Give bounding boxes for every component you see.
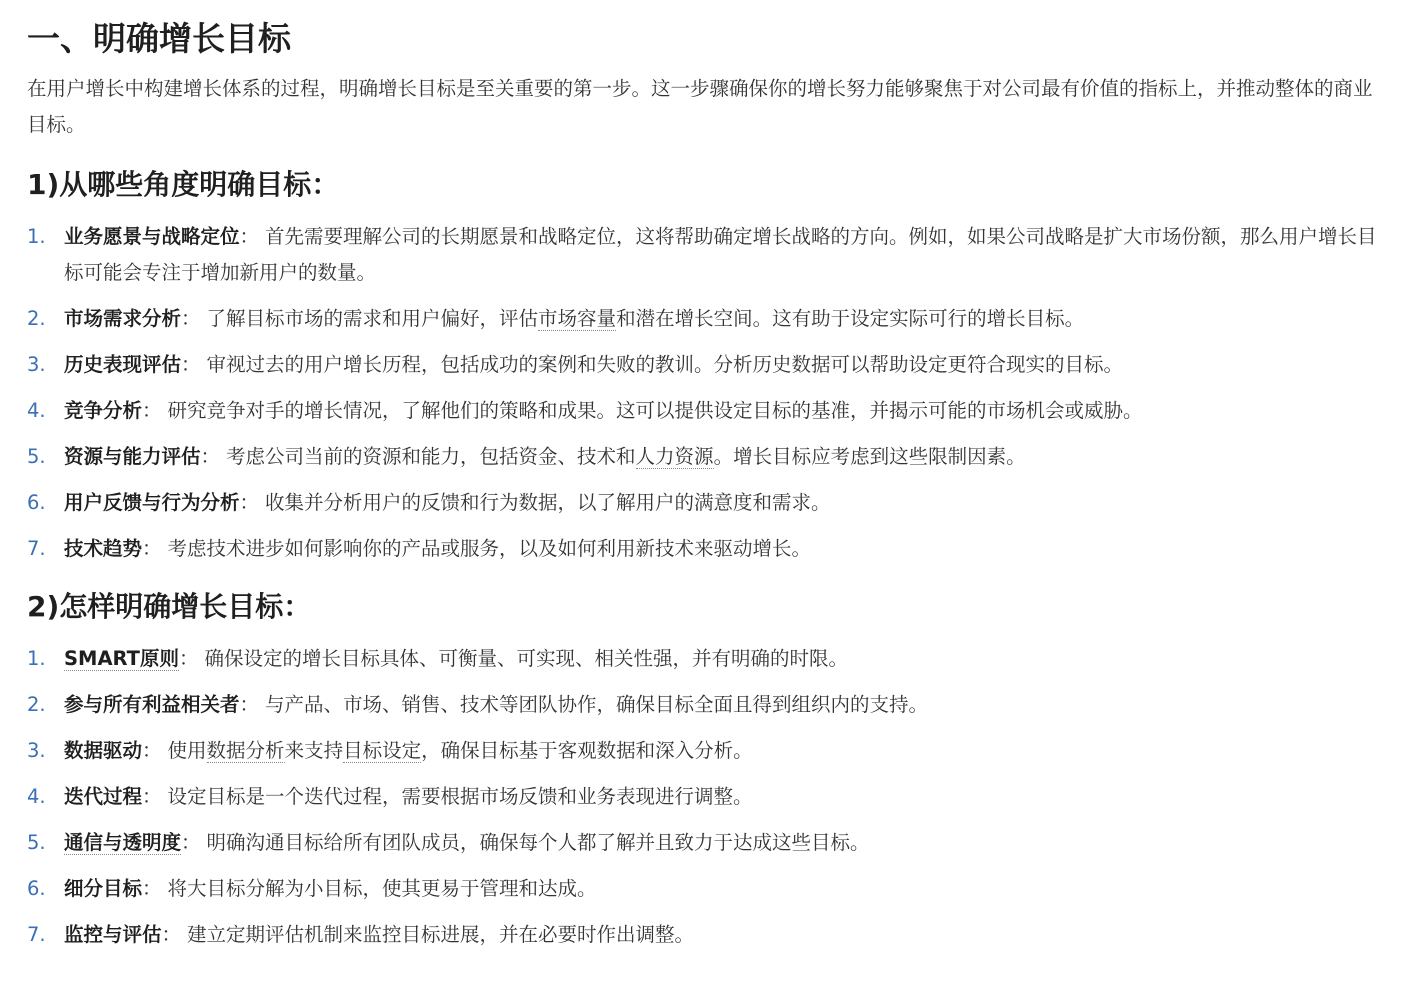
list-number: 6. — [27, 877, 46, 900]
term-link[interactable]: 人力资源 — [635, 445, 714, 468]
term-link[interactable]: 数据分析 — [206, 739, 285, 762]
list-text: 与产品、市场、销售、技术等团队协作，确保目标全面且得到组织内的支持。 — [265, 693, 929, 716]
how-to-list — [27, 641, 1389, 953]
term-link[interactable]: 市场容量 — [538, 307, 617, 330]
list-text: 将大目标分解为小目标，使其更易于管理和达成。 — [167, 877, 597, 900]
list-text: 首先需要理解公司的长期愿景和战略定位，这将帮助确定增长战略的方向。例如，如果公司战略是扩大市场份额，那么用户增长目标可能会专注于增加新用户的数量。 — [64, 225, 1377, 284]
list-text: 了解目标市场的需求和用户偏好，评估 — [206, 307, 539, 330]
intro-paragraph: 在用户增长中构建增长体系的过程，明确增长目标是至关重要的第一步。这一步骤确保你的增长努力能够聚焦于对公司最有价值的指标上，并推动整体的商业目标。 — [27, 77, 1373, 136]
list-item: 6. 细分目标： 将大目标分解为小目标，使其更易于管理和达成。 — [27, 871, 1389, 907]
list-text: 考虑技术进步如何影响你的产品或服务，以及如何利用新技术来驱动增长。 — [167, 537, 812, 560]
list-number: 5. — [27, 831, 46, 854]
list-text: 研究竞争对手的增长情况，了解他们的策略和成果。这可以提供设定目标的基准，并揭示可能的市场机会或威胁。 — [167, 399, 1143, 422]
list-term: 监控与评估 — [64, 923, 162, 946]
list-term: 资源与能力评估 — [64, 445, 201, 468]
list-text: ，确保目标基于客观数据和深入分析。 — [421, 739, 753, 762]
page-title: 一、明确增长目标 — [27, 19, 291, 58]
list-text: 来支持 — [284, 739, 344, 762]
list-term: 历史表现评估 — [64, 353, 182, 376]
list-text: 收集并分析用户的反馈和行为数据，以了解用户的满意度和需求。 — [265, 491, 831, 514]
list-term: 技术趋势 — [64, 537, 143, 560]
list-number: 1. — [27, 647, 46, 670]
list-term: 细分目标 — [64, 877, 143, 900]
list-number: 3. — [27, 739, 46, 762]
list-item: 4. 竞争分析： 研究竞争对手的增长情况，了解他们的策略和成果。这可以提供设定目标的基准，并揭示可能的市场机会或威胁。 — [27, 393, 1389, 429]
list-number: 2. — [27, 693, 46, 716]
list-text: 确保设定的增长目标具体、可衡量、可实现、相关性强，并有明确的时限。 — [204, 647, 849, 670]
list-item: 7. 监控与评估： 建立定期评估机制来监控目标进展，并在必要时作出调整。 — [27, 917, 1389, 953]
list-number: 5. — [27, 445, 46, 468]
section-heading-perspectives: 1)从哪些角度明确目标： — [27, 168, 340, 201]
list-item: 3. 历史表现评估： 审视过去的用户增长历程，包括成功的案例和失败的教训。分析历史数据可以帮助设定更符合现实的目标。 — [27, 347, 1389, 383]
list-number: 4. — [27, 399, 46, 422]
list-text: 使用 — [167, 739, 207, 762]
list-item: 2. 市场需求分析： 了解目标市场的需求和用户偏好，评估市场容量和潜在增长空间。这有助于设定实际可行的增长目标。 — [27, 301, 1389, 337]
section-heading-how-to: 2)怎样明确增长目标： — [27, 590, 312, 623]
perspectives-list — [27, 219, 1389, 567]
list-text: 明确沟通目标给所有团队成员，确保每个人都了解并且致力于达成这些目标。 — [206, 831, 870, 854]
list-text: 审视过去的用户增长历程，包括成功的案例和失败的教训。分析历史数据可以帮助设定更符合现实的目标。 — [206, 353, 1124, 376]
list-text: 建立定期评估机制来监控目标进展，并在必要时作出调整。 — [187, 923, 695, 946]
list-number: 7. — [27, 923, 46, 946]
list-term: 迭代过程 — [64, 785, 143, 808]
list-text: 和潜在增长空间。这有助于设定实际可行的增长目标。 — [616, 307, 1085, 330]
list-text: 设定目标是一个迭代过程，需要根据市场反馈和业务表现进行调整。 — [167, 785, 753, 808]
list-text: 。增长目标应考虑到这些限制因素。 — [713, 445, 1026, 468]
list-number: 2. — [27, 307, 46, 330]
list-term: 竞争分析 — [64, 399, 143, 422]
list-term[interactable]: SMART原则 — [64, 647, 179, 670]
list-term: 业务愿景与战略定位 — [64, 225, 240, 248]
list-item: 7. 技术趋势： 考虑技术进步如何影响你的产品或服务，以及如何利用新技术来驱动增长。 — [27, 531, 1389, 567]
list-number: 7. — [27, 537, 46, 560]
list-term: 市场需求分析 — [64, 307, 182, 330]
list-item: 5. 通信与透明度： 明确沟通目标给所有团队成员，确保每个人都了解并且致力于达成这些目标。 — [27, 825, 1389, 861]
list-term: 用户反馈与行为分析 — [64, 491, 240, 514]
list-number: 6. — [27, 491, 46, 514]
list-item: 3. 数据驱动： 使用数据分析来支持目标设定，确保目标基于客观数据和深入分析。 — [27, 733, 1389, 769]
list-item: 1. SMART原则： 确保设定的增长目标具体、可衡量、可实现、相关性强，并有明确的时限。 — [27, 641, 1389, 677]
list-text: 考虑公司当前的资源和能力，包括资金、技术和 — [226, 445, 636, 468]
list-item: 6. 用户反馈与行为分析： 收集并分析用户的反馈和行为数据，以了解用户的满意度和需求。 — [27, 485, 1389, 521]
list-item: 4. 迭代过程： 设定目标是一个迭代过程，需要根据市场反馈和业务表现进行调整。 — [27, 779, 1389, 815]
list-number: 3. — [27, 353, 46, 376]
list-term[interactable]: 通信与透明度 — [64, 831, 182, 854]
term-link[interactable]: 目标设定 — [343, 739, 422, 762]
list-item: 1. 业务愿景与战略定位： 首先需要理解公司的长期愿景和战略定位，这将帮助确定增长战略的方向。例如，如果公司战略是扩大市场份额，那么用户增长目标可能会专注于增加新用户的数量。 — [27, 219, 1389, 291]
list-term: 参与所有利益相关者 — [64, 693, 240, 716]
list-term: 数据驱动 — [64, 739, 143, 762]
list-item: 5. 资源与能力评估： 考虑公司当前的资源和能力，包括资金、技术和人力资源。增长目标应考虑到这些限制因素。 — [27, 439, 1389, 475]
list-number: 4. — [27, 785, 46, 808]
list-number: 1. — [27, 225, 46, 248]
list-item: 2. 参与所有利益相关者： 与产品、市场、销售、技术等团队协作，确保目标全面且得到组织内的支持。 — [27, 687, 1389, 723]
